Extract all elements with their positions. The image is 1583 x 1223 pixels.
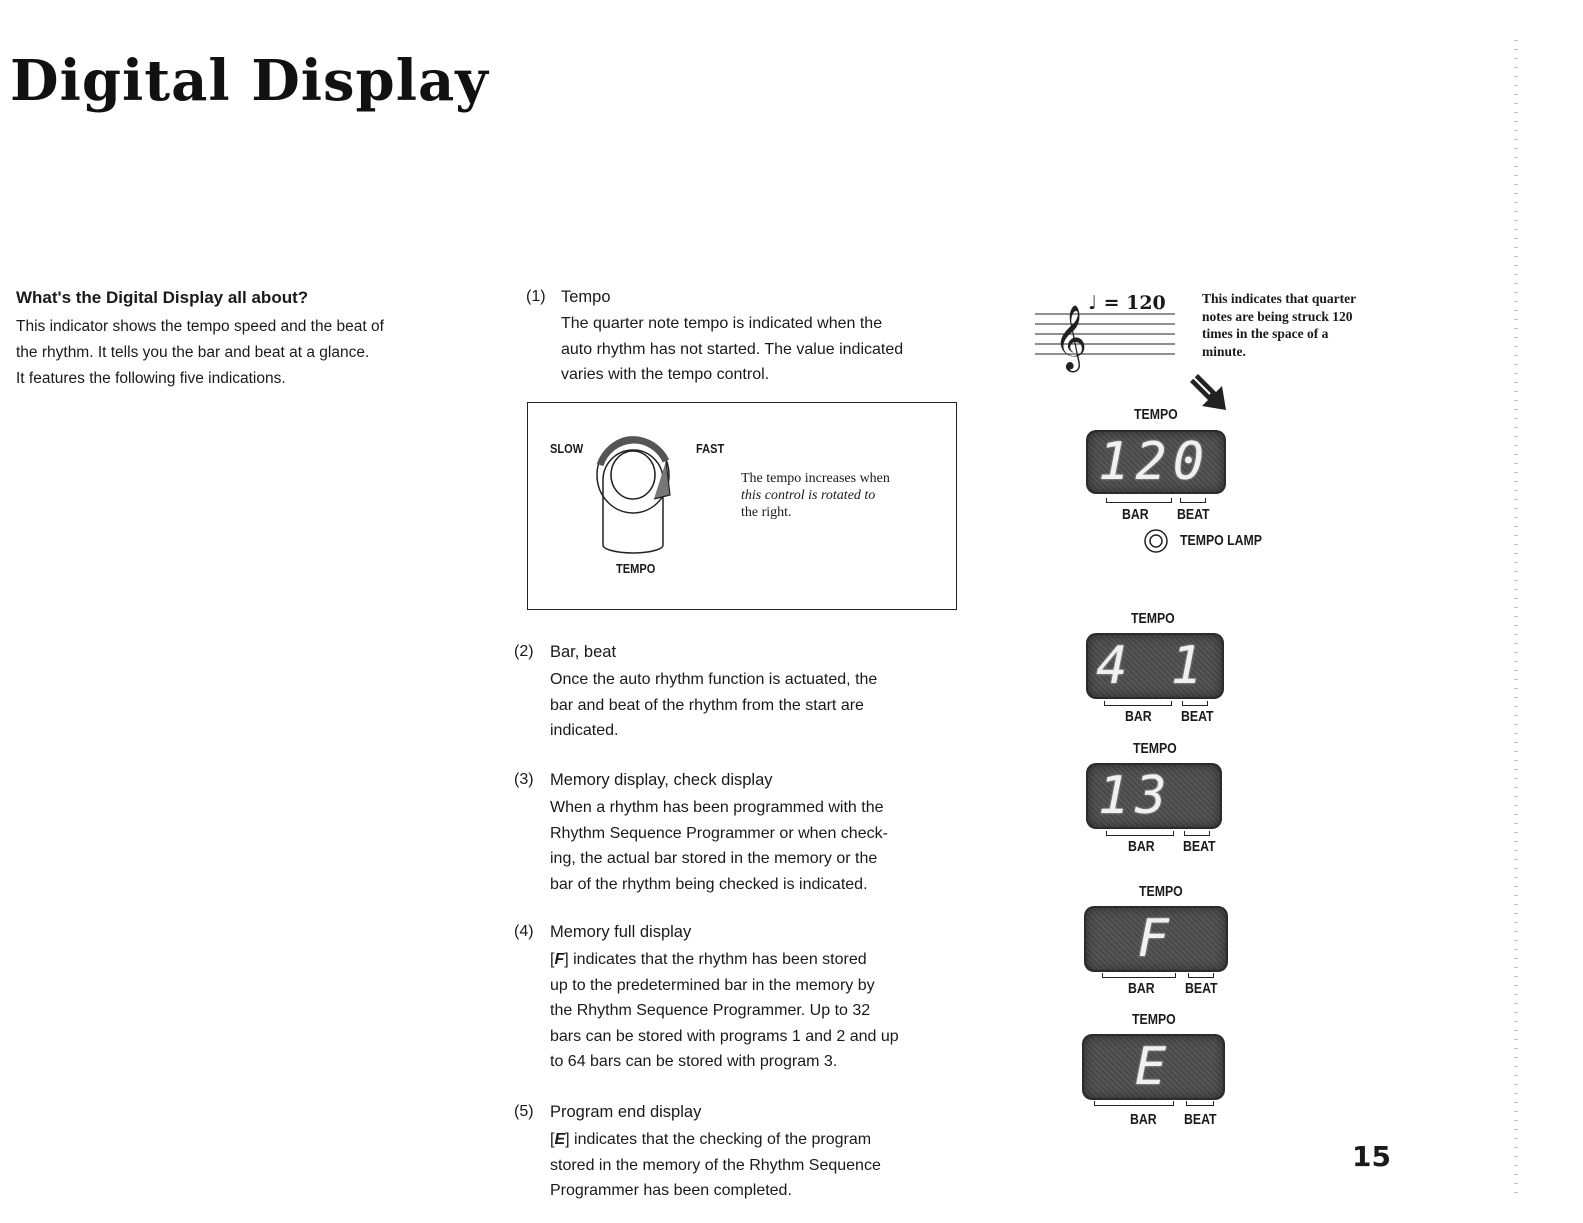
body-line: When a rhythm has been programmed with the <box>550 799 884 816</box>
bar-bracket <box>1104 701 1172 706</box>
notation-note <box>1202 290 1394 360</box>
tempo-mark: ♩ = 120 <box>1088 292 1166 314</box>
display-value: F <box>1137 909 1175 969</box>
section-heading: Bar, beat <box>550 643 617 661</box>
body-line: Rhythm Sequence Programmer or when check- <box>550 824 888 842</box>
digital-display <box>1082 1034 1225 1100</box>
section-body <box>550 947 943 1075</box>
beat-bracket <box>1186 1101 1214 1106</box>
section-number: (5) <box>514 1103 534 1120</box>
note-line: times in the space of a <box>1202 326 1329 341</box>
body-line: bars can be stored with programs 1 and 2 and up <box>550 1027 899 1045</box>
digital-display <box>1086 430 1226 494</box>
beat-label: BEAT <box>1185 980 1218 997</box>
body-line: to 64 bars can be stored with program 3. <box>550 1053 838 1071</box>
body-line: bar of the rhythm being checked is indicated. <box>550 875 868 893</box>
beat-bracket <box>1184 831 1210 836</box>
section-number: (3) <box>514 771 534 788</box>
body-line-text: indicates that the checking of the program <box>574 1131 872 1148</box>
section-heading: Program end display <box>550 1103 702 1121</box>
note-line: This indicates that quarter <box>1202 291 1357 306</box>
bar-bracket <box>1106 498 1172 503</box>
tempo-knob-label: TEMPO <box>616 561 656 576</box>
body-line: up to the predetermined bar in the memory by <box>550 976 875 994</box>
digital-display <box>1086 633 1224 699</box>
display-tempo-label: TEMPO <box>1139 883 1183 900</box>
body-line: Once the auto rhythm function is actuated, the <box>550 671 878 688</box>
bar-label: BAR <box>1125 708 1152 725</box>
down-arrow-icon <box>1190 370 1240 420</box>
body-line: [F] indicates that the rhythm has been stored <box>550 951 867 968</box>
display-tempo-label: TEMPO <box>1133 740 1177 757</box>
body-line: [E] indicates that the checking of the program <box>550 1131 872 1148</box>
body-line: stored in the memory of the Rhythm Sequence <box>550 1156 881 1174</box>
body-line: the Rhythm Sequence Programmer. Up to 32 <box>550 1002 871 1020</box>
digital-display <box>1084 906 1228 972</box>
page-title: Digital Display <box>10 48 489 114</box>
beat-bracket <box>1180 498 1206 503</box>
tempo-knob-icon <box>588 425 678 555</box>
body-line: indicated. <box>550 722 619 740</box>
display-value: 4 1 <box>1096 636 1208 696</box>
beat-label: BEAT <box>1184 1111 1217 1128</box>
caption-line: the right. <box>741 505 792 520</box>
bar-label: BAR <box>1128 838 1155 855</box>
caption-line: The tempo increases when <box>741 471 890 486</box>
section-heading: Memory display, check display <box>550 771 773 789</box>
fast-label: FAST <box>696 441 725 456</box>
beat-label: BEAT <box>1183 838 1216 855</box>
body-line: ing, the actual bar stored in the memory or the <box>550 850 878 868</box>
bar-label: BAR <box>1128 980 1155 997</box>
intro-line: It features the following five indications. <box>16 370 286 387</box>
beat-label: BEAT <box>1181 708 1214 725</box>
section-number: (4) <box>514 923 534 940</box>
program-end-symbol: E <box>554 1131 566 1148</box>
body-line: The quarter note tempo is indicated when the <box>561 315 883 332</box>
bar-bracket <box>1106 831 1174 836</box>
note-line: minute. <box>1202 343 1246 359</box>
display-tempo-label: TEMPO <box>1132 1011 1176 1028</box>
bar-label: BAR <box>1122 506 1149 523</box>
section-body <box>550 795 943 897</box>
body-line-text: indicates that the rhythm has been stored <box>573 951 867 968</box>
margin-dot-column <box>1514 40 1518 1200</box>
slow-label: SLOW <box>550 441 584 456</box>
bar-bracket <box>1102 973 1176 978</box>
display-value: E <box>1134 1037 1173 1097</box>
section-heading: Tempo <box>561 288 611 306</box>
display-value: 13 <box>1098 766 1173 826</box>
beat-label: BEAT <box>1177 506 1210 523</box>
tempo-lamp-icon <box>1143 528 1169 554</box>
display-tempo-label: TEMPO <box>1134 406 1178 423</box>
display-value: 120 <box>1098 432 1210 492</box>
intro-paragraph <box>16 314 456 392</box>
memory-full-symbol: F <box>554 951 565 968</box>
treble-clef-icon: 𝄞 <box>1054 305 1088 370</box>
section-number: (1) <box>526 288 546 305</box>
body-line: Programmer has been completed. <box>550 1182 792 1200</box>
caption-line: this control is rotated to <box>741 488 876 503</box>
body-line: bar and beat of the rhythm from the start are <box>550 696 864 714</box>
body-line: auto rhythm has not started. The value indicated <box>561 340 904 358</box>
note-line: notes are being struck 120 <box>1202 308 1353 324</box>
section-number: (2) <box>514 643 534 660</box>
beat-bracket <box>1188 973 1214 978</box>
bar-label: BAR <box>1130 1111 1157 1128</box>
section-body <box>550 1127 943 1204</box>
knob-caption <box>741 470 933 521</box>
tempo-knob-figure <box>527 402 957 610</box>
intro-heading: What's the Digital Display all about? <box>16 288 309 307</box>
intro-line: This indicator shows the tempo speed and the beat of <box>16 318 384 335</box>
display-tempo-label: TEMPO <box>1131 610 1175 627</box>
beat-bracket <box>1182 701 1208 706</box>
tempo-lamp-label: TEMPO LAMP <box>1180 532 1262 549</box>
digital-display <box>1086 763 1222 829</box>
section-body <box>550 667 943 744</box>
intro-line: the rhythm. It tells you the bar and beat at a glance. <box>16 344 370 361</box>
page-number: 15 <box>1352 1140 1391 1173</box>
section-heading: Memory full display <box>550 923 692 941</box>
bar-bracket <box>1094 1101 1174 1106</box>
section-body <box>561 311 954 388</box>
body-line: varies with the tempo control. <box>561 366 770 384</box>
